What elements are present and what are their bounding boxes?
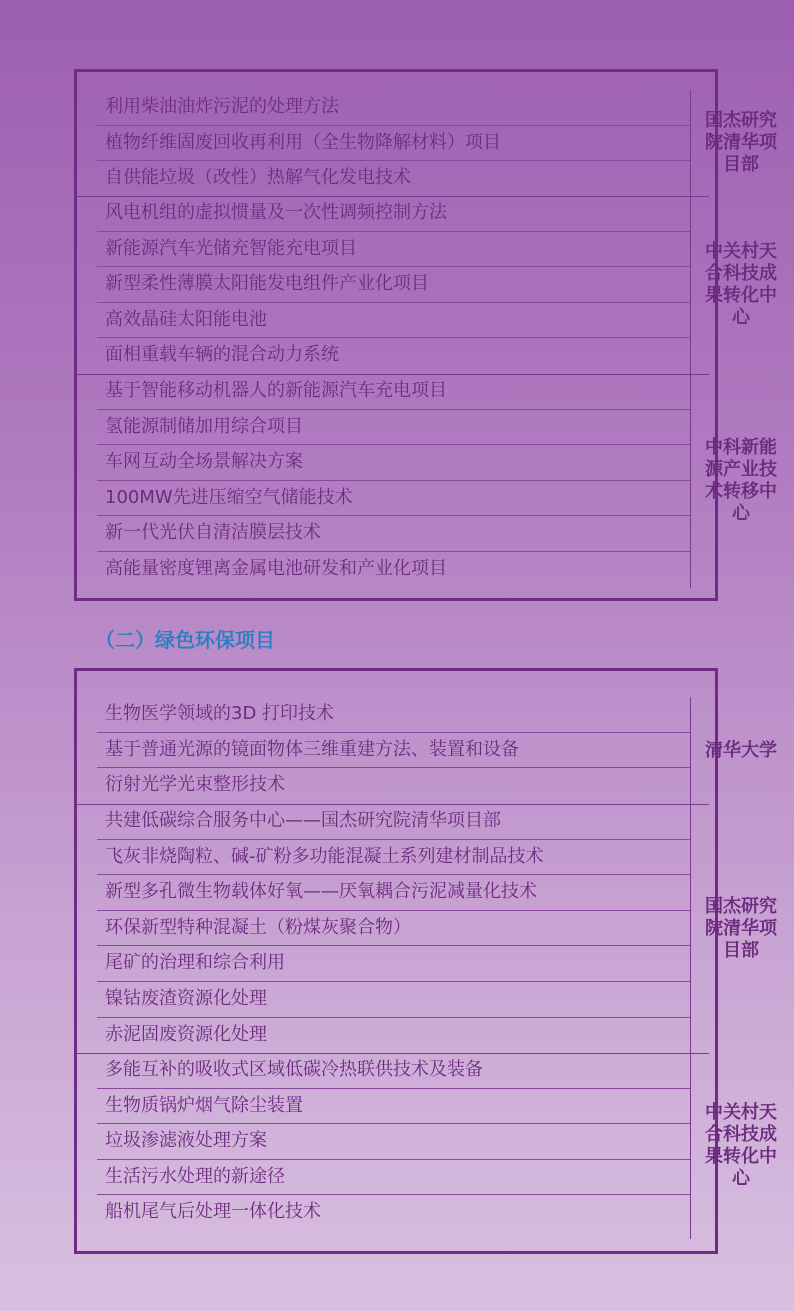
table-row: 镍钴废渣资源化处理 <box>97 982 690 1018</box>
table-row: 高能量密度锂离金属电池研发和产业化项目 <box>105 557 447 579</box>
table-row: 新型柔性薄膜太阳能发电组件产业化项目 <box>97 267 690 303</box>
table-row: 利用柴油油炸污泥的处理方法 <box>97 90 690 126</box>
item-list <box>97 374 690 588</box>
table-row: 新一代光伏自清洁膜层技术 <box>97 516 690 552</box>
org-name: 中关村天合科技成果转化中心 <box>705 1102 777 1189</box>
table-row: 新型多孔微生物载体好氧——厌氧耦合污泥减量化技术 <box>97 875 690 911</box>
table-row: 垃圾渗滤液处理方案 <box>97 1124 690 1160</box>
item-list <box>97 90 690 197</box>
table-group <box>77 90 777 196</box>
table-row: 面相重载车辆的混合动力系统 <box>105 344 339 366</box>
table-row: 基于智能移动机器人的新能源汽车充电项目 <box>97 374 690 410</box>
item-list <box>97 1053 690 1231</box>
org-name: 国杰研究院清华项目部 <box>705 110 777 175</box>
table-row: 新能源汽车光储充智能充电项目 <box>97 232 690 268</box>
item-list <box>97 196 690 374</box>
table-group <box>77 196 777 374</box>
table-row: 高效晶硅太阳能电池 <box>97 303 690 339</box>
table-row: 基于普通光源的镜面物体三维重建方法、装置和设备 <box>97 733 690 769</box>
org-cell <box>691 196 791 374</box>
table-row: 生物质锅炉烟气除尘装置 <box>97 1089 690 1125</box>
table-row: 植物纤维固废回收再利用（全生物降解材料）项目 <box>97 126 690 162</box>
table-row: 赤泥固废资源化处理 <box>105 1023 267 1045</box>
table-row: 风电机组的虚拟惯量及一次性调频控制方法 <box>97 196 690 232</box>
table-group <box>77 697 777 804</box>
org-name: 中科新能源产业技术转移中心 <box>705 437 777 524</box>
table-row: 尾矿的治理和综合利用 <box>97 946 690 982</box>
org-cell <box>691 374 791 588</box>
table-row: 飞灰非烧陶粒、碱-矿粉多功能混凝土系列建材制品技术 <box>97 840 690 876</box>
table-row: 共建低碳综合服务中心——国杰研究院清华项目部 <box>97 804 690 840</box>
section-title: （二）绿色环保项目 <box>95 628 275 652</box>
table-group <box>77 804 777 1053</box>
table-row: 船机尾气后处理一体化技术 <box>105 1201 321 1223</box>
table-row: 衍射光学光束整形技术 <box>105 774 285 796</box>
org-cell <box>691 90 791 196</box>
item-list <box>97 697 690 804</box>
org-name: 中关村天合科技成果转化中心 <box>705 241 777 328</box>
table-row: 自供能垃圾（改性）热解气化发电技术 <box>105 167 411 189</box>
org-cell <box>691 1053 791 1239</box>
table-row: 环保新型特种混凝土（粉煤灰聚合物） <box>97 911 690 947</box>
table-row: 100MW先进压缩空气储能技术 <box>97 481 690 517</box>
org-name: 国杰研究院清华项目部 <box>705 895 777 961</box>
table-row: 生物医学领域的3D 打印技术 <box>97 697 690 733</box>
table-group <box>77 374 777 588</box>
org-name: 清华大学 <box>705 739 777 761</box>
table-row: 氢能源制储加用综合项目 <box>97 410 690 446</box>
table-row: 多能互补的吸收式区域低碳冷热联供技术及装备 <box>97 1053 690 1089</box>
item-list <box>97 804 690 1053</box>
org-cell <box>691 804 791 1053</box>
project-table-1 <box>74 69 777 601</box>
table-row: 车网互动全场景解决方案 <box>97 445 690 481</box>
org-cell <box>691 697 791 804</box>
project-table-2 <box>74 668 777 1254</box>
table-row: 生活污水处理的新途径 <box>97 1160 690 1196</box>
table-group <box>77 1053 777 1239</box>
